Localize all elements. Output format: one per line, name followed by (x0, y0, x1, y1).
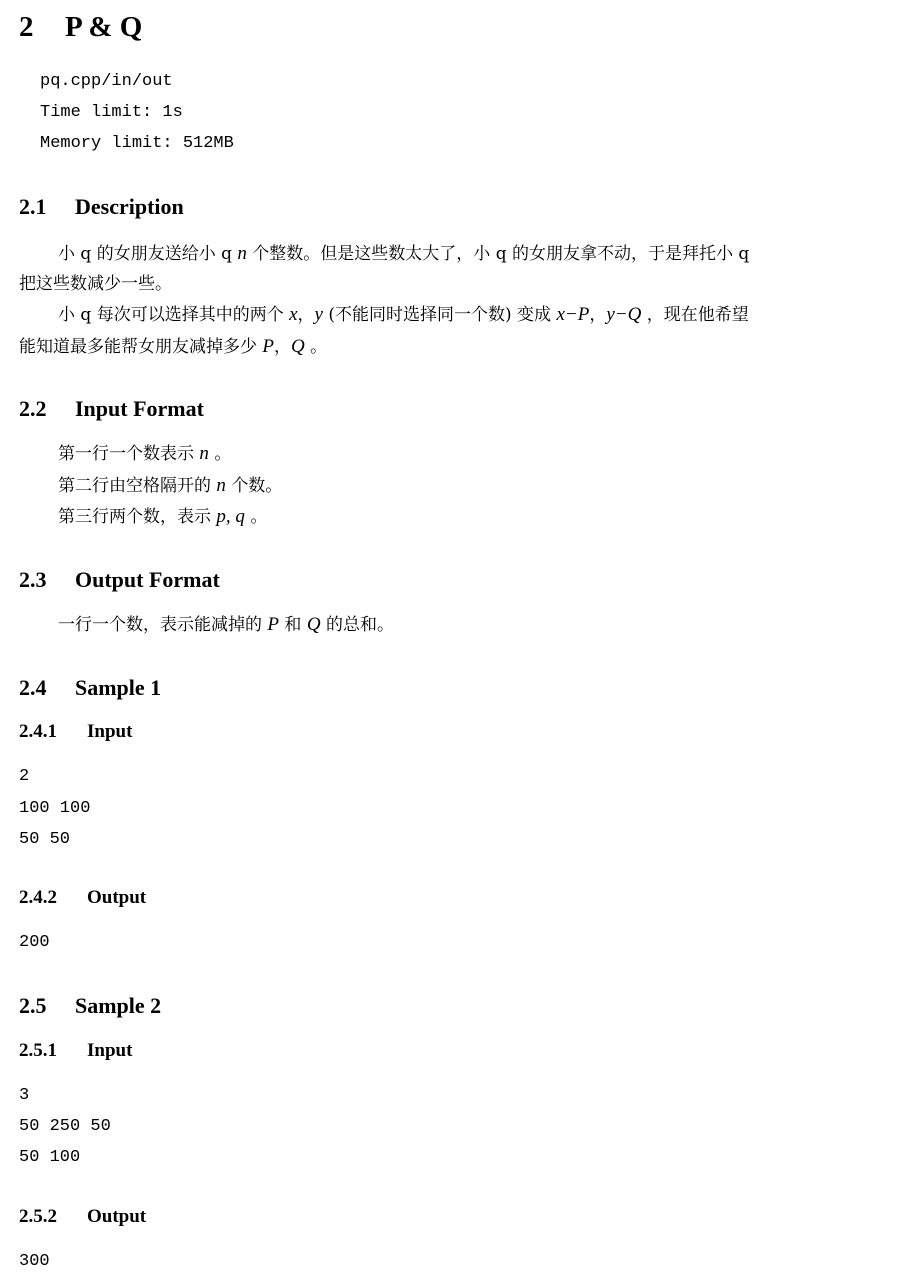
text-span: 。 (214, 444, 232, 464)
sample2-output-title: Output (87, 1206, 147, 1227)
problem-title (19, 11, 142, 43)
text-span: 和 (284, 615, 302, 635)
problem-title-text: P & Q (65, 11, 143, 43)
text-span: 个整数。但是这些数太大了，小 q 的女朋友拿不动，于是拜托小 q (252, 244, 750, 264)
math-Q: Q (291, 336, 305, 357)
problem-number: 2 (19, 11, 34, 43)
sample2-title: Sample 2 (75, 993, 162, 1018)
sample1-title: Sample 1 (75, 675, 162, 700)
text-span: 一行一个数，表示能减掉的 (58, 615, 262, 635)
time-limit: Time limit: 1s (40, 103, 183, 122)
output-format-heading (19, 567, 220, 593)
text-span: 的总和。 (325, 615, 394, 635)
sample2-output-number: 2.5.2 (19, 1206, 57, 1227)
math-y-minus-q: y−Q (606, 304, 642, 325)
text-span: 能知道最多能帮女朋友减掉多少 (19, 337, 257, 357)
sample2-input-heading (19, 1039, 132, 1063)
math-n: n (216, 475, 226, 496)
sample1-input-line: 50 50 (19, 830, 71, 849)
text-span: ，现在他希望 (646, 305, 749, 325)
text-span: 个数。 (231, 476, 283, 496)
sample2-input-line: 50 250 50 (19, 1117, 111, 1136)
text-span: ， (589, 305, 607, 325)
text-span: 第二行由空格隔开的 (58, 476, 211, 496)
text-span: (不能同时选择同一个数) 变成 (328, 305, 552, 325)
math-n: n (199, 443, 209, 464)
math-Q: Q (306, 614, 321, 635)
output-format-title: Output Format (75, 567, 220, 592)
sample1-input-heading (19, 720, 132, 744)
sample2-input-line: 3 (19, 1086, 30, 1105)
text-span: ， (274, 337, 292, 357)
description-p1-line1 (58, 243, 749, 265)
sample1-input-line: 100 100 (19, 799, 91, 818)
input-format-heading (19, 396, 204, 422)
output-format-line1 (58, 614, 394, 636)
text-span: 小 q 的女朋友送给小 q (58, 244, 232, 264)
sample1-heading (19, 675, 161, 701)
description-p1-line2: 把这些数减少一些。 (19, 274, 172, 294)
math-p-q: p, q (216, 506, 245, 527)
math-n: n (237, 243, 247, 264)
text-span: 第三行两个数，表示 (58, 507, 211, 527)
input-format-title: Input Format (75, 396, 204, 421)
text-span: ， (297, 305, 315, 325)
math-P: P (267, 614, 280, 635)
sample1-input-number: 2.4.1 (19, 721, 57, 742)
sample1-output-line: 200 (19, 933, 50, 952)
input-format-number: 2.2 (19, 396, 47, 421)
description-number: 2.1 (19, 194, 47, 219)
description-heading (19, 194, 184, 220)
math-P: P (262, 336, 275, 357)
memory-limit: Memory limit: 512MB (40, 134, 234, 153)
math-x: x (289, 304, 298, 325)
input-format-line1 (58, 443, 231, 465)
sample2-input-line: 50 100 (19, 1148, 81, 1167)
math-y: y (314, 304, 323, 325)
sample1-output-heading (19, 886, 146, 910)
sample2-output-heading (19, 1205, 146, 1229)
text-span: 。 (250, 507, 268, 527)
text-span: 。 (310, 337, 328, 357)
sample2-input-number: 2.5.1 (19, 1040, 57, 1061)
sample1-output-number: 2.4.2 (19, 887, 57, 908)
description-p2-line1 (58, 304, 749, 326)
text-span: 第一行一个数表示 (58, 444, 194, 464)
output-format-number: 2.3 (19, 567, 47, 592)
description-title: Description (75, 194, 184, 219)
input-format-line3 (58, 506, 267, 528)
math-x-minus-p: x−P (556, 304, 590, 325)
sample2-heading (19, 993, 161, 1019)
text-span: 小 q 每次可以选择其中的两个 (58, 305, 284, 325)
file-info: pq.cpp/in/out (40, 72, 173, 91)
sample2-output-line: 300 (19, 1252, 50, 1271)
input-format-line2 (58, 475, 282, 497)
sample1-output-title: Output (87, 887, 147, 908)
sample1-number: 2.4 (19, 675, 47, 700)
sample1-input-title: Input (87, 721, 133, 742)
sample2-number: 2.5 (19, 993, 47, 1018)
sample1-input-line: 2 (19, 767, 30, 786)
description-p2-line2 (19, 336, 327, 358)
sample2-input-title: Input (87, 1040, 133, 1061)
